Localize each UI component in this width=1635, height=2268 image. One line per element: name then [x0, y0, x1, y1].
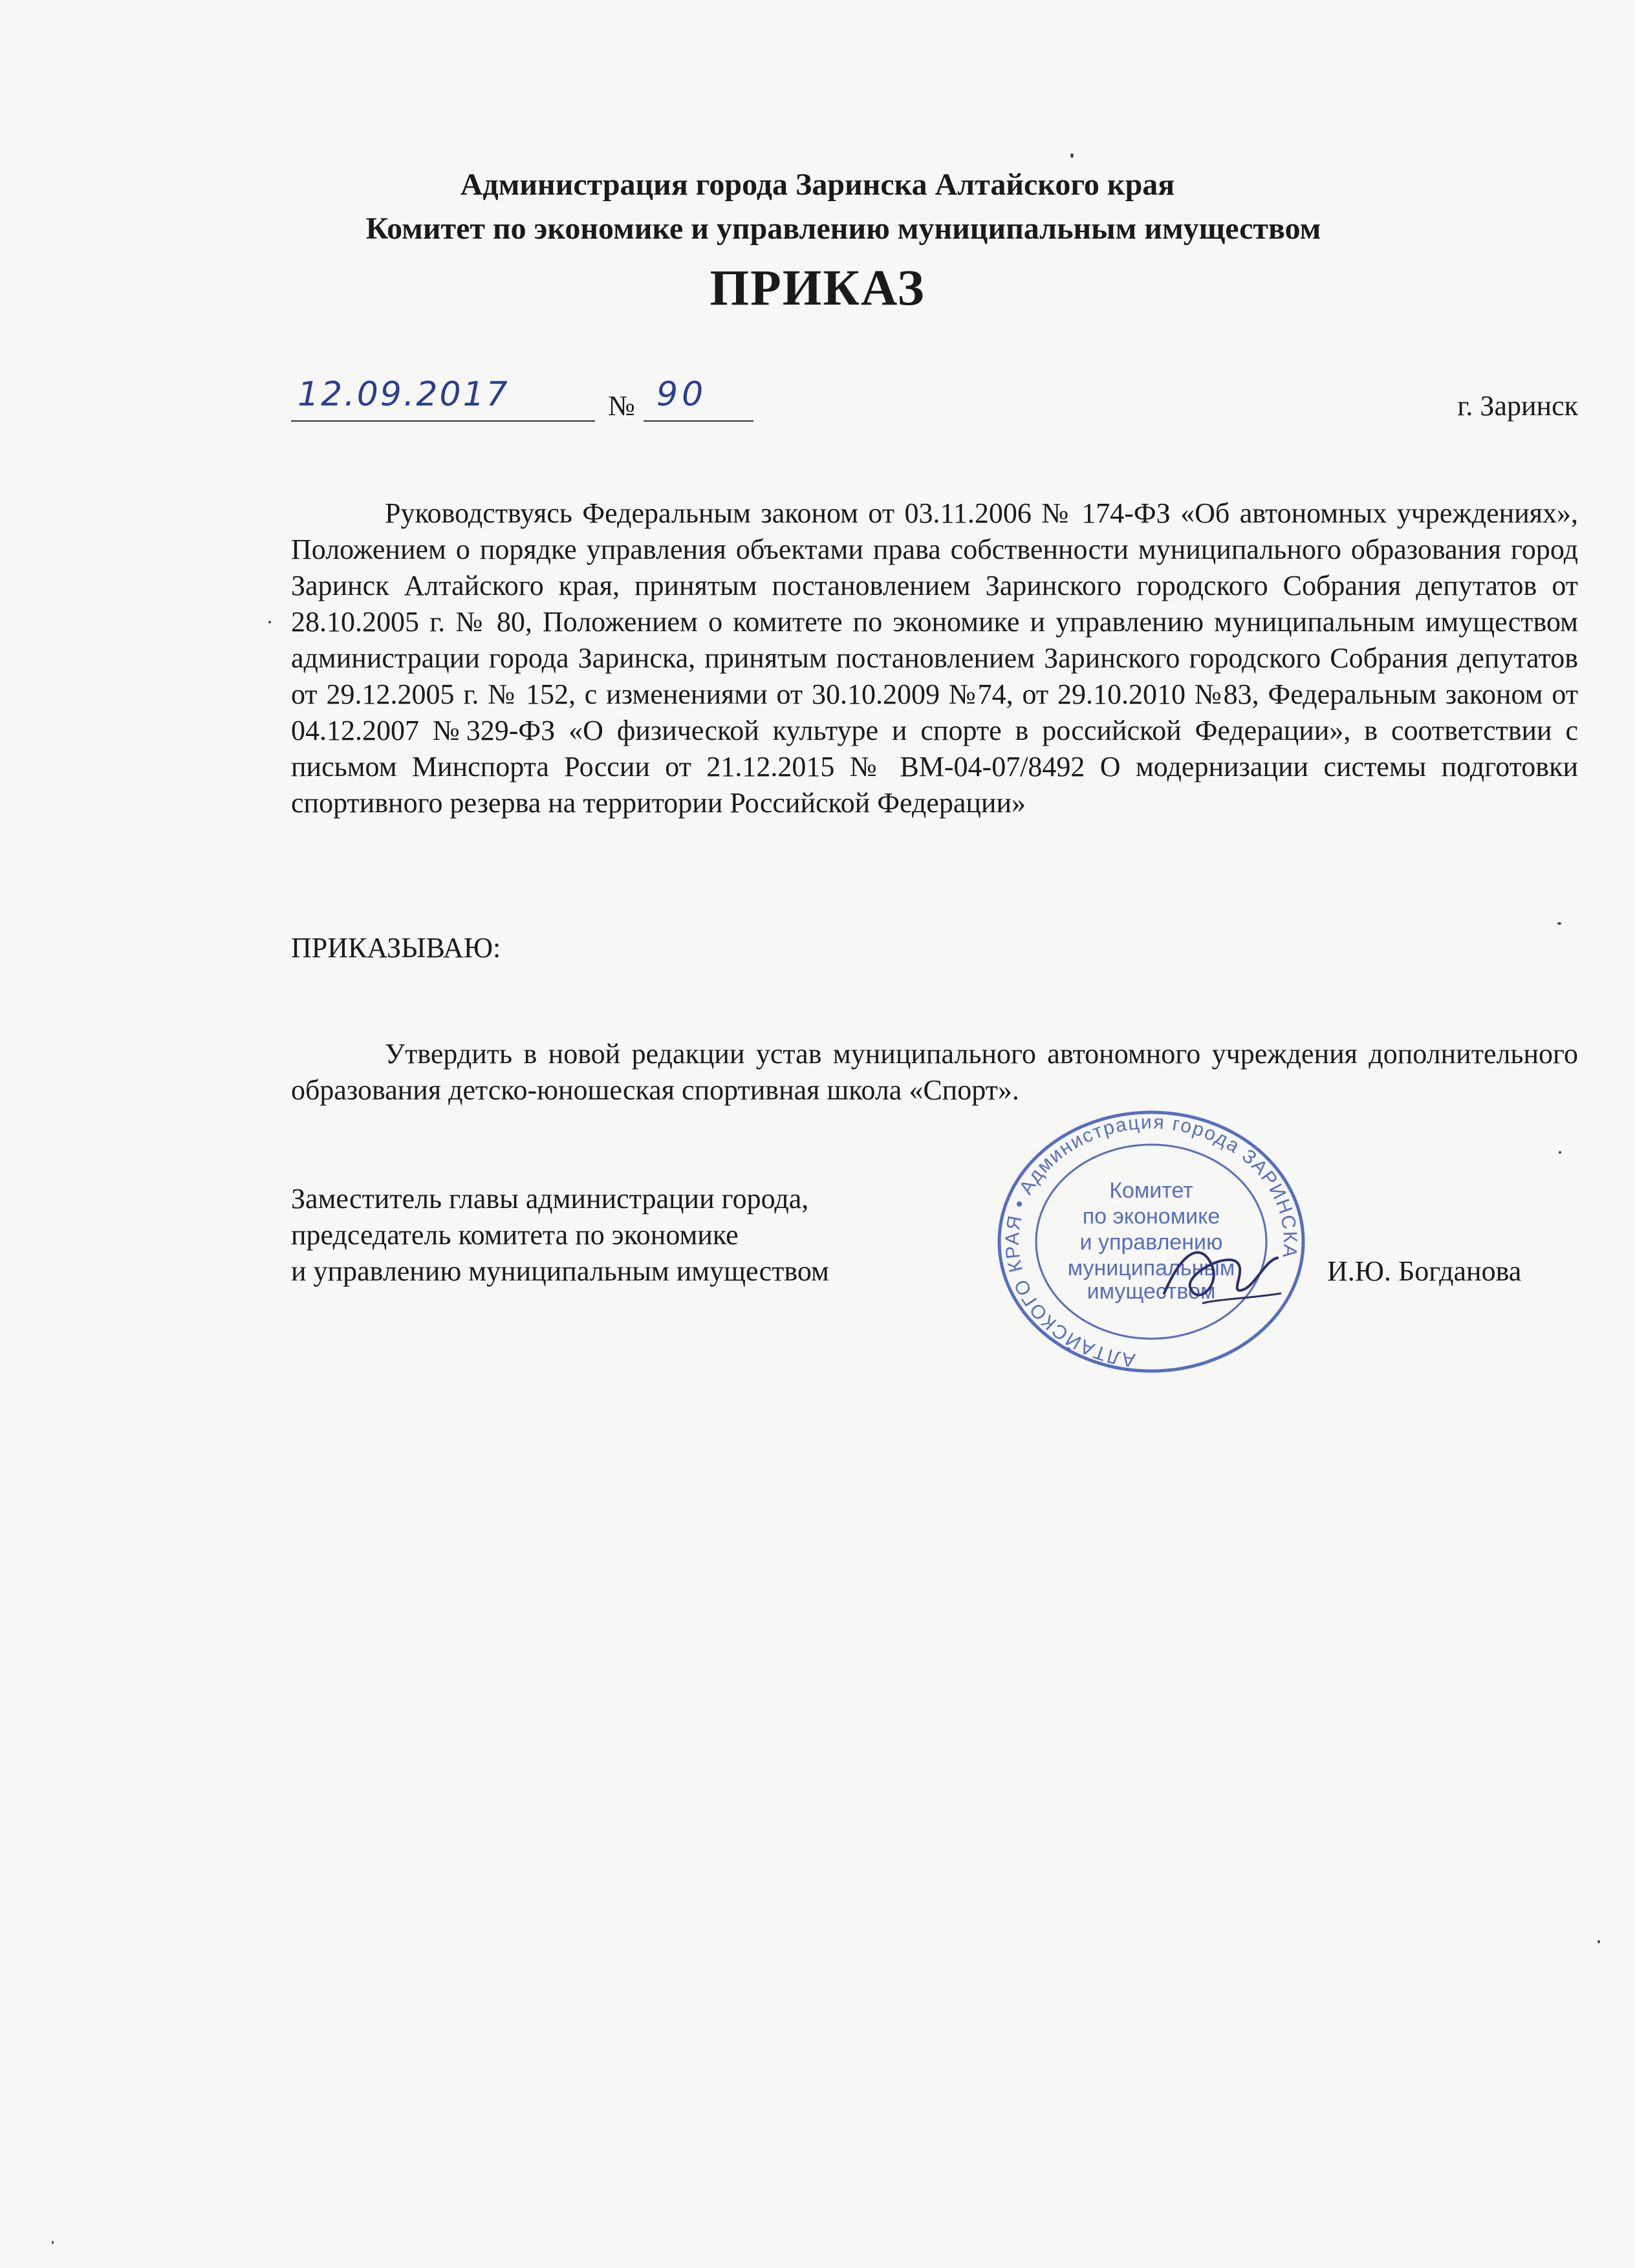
position-line: председатель комитета по экономике [291, 1219, 739, 1251]
document-meta-row [291, 375, 1578, 427]
svg-text:и управлению: и управлению [1079, 1230, 1223, 1255]
scan-speck [1557, 922, 1561, 925]
svg-text:имуществом: имуществом [1087, 1279, 1216, 1304]
scan-speck [1559, 1151, 1561, 1154]
scan-speck [268, 621, 271, 623]
document-title: ПРИКАЗ [709, 259, 926, 316]
committee-name: Комитет по экономике и управлению муниципальным имуществом [365, 211, 1321, 246]
date-field [291, 375, 595, 422]
handwritten-date: 12.09.2017 [298, 375, 510, 414]
svg-text:Комитет: Комитет [1109, 1178, 1193, 1203]
position-line: Заместитель главы администрации города, [291, 1183, 809, 1215]
preamble-paragraph: Руководствуясь Федеральным законом от 03.11.2006 № 174-ФЗ «Об автономных учреждениях», Положением о порядке управления объектами права собственности муниципального образования город Заринск Алтайского края, принятым постановлением Заринского городского Собрания депутатов от 28.10.2005 г. № 80, Положением о комитете по экономике и управлению муниципальным имуществом администрации города Заринска, принятым постановлением Заринского городского Собрания депутатов от 29.12.2005 г. № 152, с изменениями от 30.10.2009 №74, от 29.10.2010 №83, Федеральным законом от 04.12.2007 №329-ФЗ «О физической культуре и спорте в российской Федерации», в соответствии с письмом Минспорта России от 21.12.2015 № ВМ-04-07/8492 О модернизации системы подготовки спортивного резерва на территории Российской Федерации» [291, 497, 1578, 819]
signatory-position [291, 1181, 829, 1290]
signer-name: И.Ю. Богданова [1327, 1255, 1522, 1287]
decision-paragraph: Утвердить в новой редакции устав муниципального автономного учреждения дополнительного образования детско-юношеская спортивная школа «Спорт». [291, 1038, 1578, 1106]
scan-speck [1597, 1940, 1600, 1943]
number-label: № [608, 390, 635, 422]
svg-text:по экономике: по экономике [1082, 1204, 1220, 1229]
organization-name: Администрация города Заринска Алтайского края [460, 167, 1175, 202]
order-heading: ПРИКАЗЫВАЮ: [291, 932, 501, 964]
handwritten-number: 90 [656, 375, 708, 414]
position-line: и управлению муниципальным имуществом [291, 1255, 829, 1287]
scan-speck [52, 2241, 54, 2244]
number-field [644, 375, 753, 422]
svg-text:муниципальным: муниципальным [1067, 1256, 1235, 1280]
signature-icon [1151, 1222, 1294, 1326]
scan-speck [1070, 153, 1074, 158]
svg-text:АЛТАЙСКОГО КРАЯ • Администраци: АЛТАЙСКОГО КРАЯ • Администрация города ЗАРИНСКА [1001, 1111, 1301, 1371]
city-name: г. Заринск [1457, 390, 1578, 422]
